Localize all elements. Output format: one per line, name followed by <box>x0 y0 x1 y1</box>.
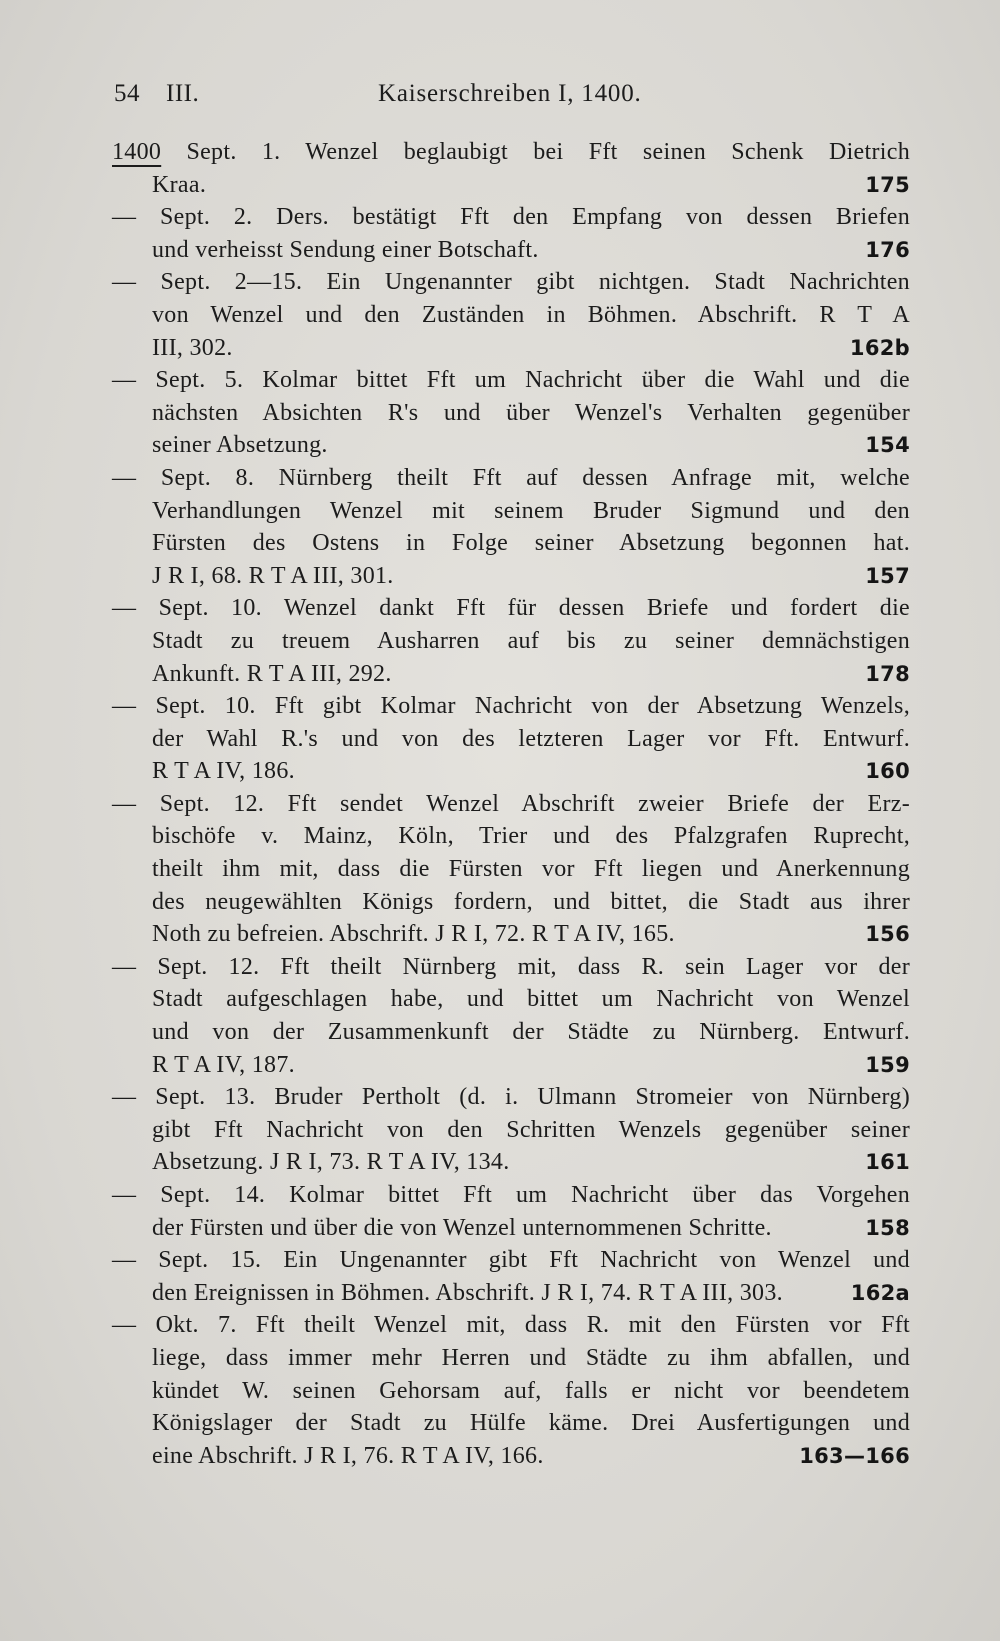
entry-line-text: — Sept. 5. Kolmar bittet Fft um Nachricht über die Wahl und die <box>112 367 910 394</box>
document-number: 157 <box>865 563 910 588</box>
regest-entry <box>112 266 910 364</box>
document-number: 163—166 <box>799 1443 910 1468</box>
entry-line <box>112 169 910 202</box>
regest-entry <box>112 951 910 1081</box>
entry-line <box>112 266 910 299</box>
entry-line-text: — Sept. 2. Ders. bestätigt Fft den Empfang von dessen Briefen <box>112 204 910 231</box>
regest-entry <box>112 364 910 462</box>
entry-line <box>112 332 910 365</box>
document-number: 175 <box>865 172 910 197</box>
document-number: 161 <box>865 1150 910 1175</box>
entry-line <box>112 1049 910 1082</box>
entry-line <box>112 1309 910 1342</box>
entry-line-text: Stadt zu treuem Ausharren auf bis zu seiner demnächstigen <box>152 627 910 654</box>
entry-line-text: den Ereignissen in Böhmen. Abschrift. J R I, 74. R T A III, 303. <box>152 1279 783 1306</box>
entry-line <box>112 853 910 886</box>
running-header <box>114 80 644 114</box>
entry-line <box>112 1375 910 1408</box>
document-number: 162b <box>849 335 910 360</box>
entry-line <box>112 983 910 1016</box>
entry-line <box>112 1407 910 1440</box>
running-title: Kaiserschreiben I, 1400. <box>378 80 642 107</box>
entry-line-text: der Fürsten und über die von Wenzel unternommenen Schritte. <box>152 1214 772 1241</box>
entry-line-text: — Sept. 8. Nürnberg theilt Fft auf dessen Anfrage mit, welche <box>112 464 910 491</box>
entry-line-text: J R I, 68. R T A III, 301. <box>152 562 394 589</box>
entry-line <box>112 560 910 593</box>
entry-line <box>112 1244 910 1277</box>
entry-line-text: bischöfe v. Mainz, Köln, Trier und des Pfalzgrafen Ruprecht, <box>152 823 910 850</box>
document-number: 154 <box>865 433 910 458</box>
entry-line <box>112 364 910 397</box>
entry-line-text: gibt Fft Nachricht von den Schritten Wenzels gegenüber seiner <box>152 1116 910 1143</box>
entry-line <box>112 723 910 756</box>
regest-entry <box>112 1081 910 1179</box>
page-number: 54 <box>114 80 140 107</box>
entry-line <box>112 886 910 919</box>
entry-line-text: — Sept. 2—15. Ein Ungenannter gibt nichtgen. Stadt Nachrichten <box>112 269 910 296</box>
entry-line-text: Kraa. <box>152 171 207 198</box>
entry-line <box>112 527 910 560</box>
entry-line-text: der Wahl R.'s und von des letzteren Lager vor Fft. Entwurf. <box>152 725 910 752</box>
entry-line <box>112 1179 910 1212</box>
regest-entry <box>112 788 910 951</box>
entry-line-text: eine Abschrift. J R I, 76. R T A IV, 166. <box>152 1442 544 1469</box>
entry-line-text: kündet W. seinen Gehorsam auf, falls er nicht vor beendetem <box>152 1377 910 1404</box>
entry-line <box>112 462 910 495</box>
entry-line-text: Stadt aufgeschlagen habe, und bittet um Nachricht von Wenzel <box>152 986 910 1013</box>
entry-line-text: Noth zu befreien. Abschrift. J R I, 72. R T A IV, 165. <box>152 921 675 948</box>
entry-line-text: — Sept. 10. Fft gibt Kolmar Nachricht von der Absetzung Wenzels, <box>112 693 910 720</box>
entry-line-text: und verheisst Sendung einer Botschaft. <box>152 236 539 263</box>
document-number: 158 <box>865 1215 910 1240</box>
entry-line <box>112 1016 910 1049</box>
entry-line <box>112 690 910 723</box>
regest-entry <box>112 201 910 266</box>
entry-line <box>112 755 910 788</box>
entry-line-text: — Sept. 13. Bruder Pertholt (d. i. Ulmann Stromeier von Nürnberg) <box>112 1084 910 1111</box>
entry-line <box>112 397 910 430</box>
entry-line <box>112 951 910 984</box>
entry-line-text: Ankunft. R T A III, 292. <box>152 660 392 687</box>
entry-line-text: Absetzung. J R I, 73. R T A IV, 134. <box>152 1149 510 1176</box>
entry-line <box>112 625 910 658</box>
regest-entry <box>112 1309 910 1472</box>
entry-line-text: seiner Absetzung. <box>152 432 328 459</box>
document-number: 159 <box>865 1052 910 1077</box>
entry-line <box>112 788 910 821</box>
regest-entry <box>112 462 910 592</box>
entry-line-text: R T A IV, 186. <box>152 758 295 785</box>
entry-line-text: — Sept. 14. Kolmar bittet Fft um Nachricht über das Vorgehen <box>112 1182 910 1208</box>
entry-line <box>112 429 910 462</box>
entry-line-text: liege, dass immer mehr Herren und Städte zu ihm abfallen, und <box>152 1344 910 1371</box>
entry-line <box>112 1212 910 1245</box>
entry-line <box>112 820 910 853</box>
entry-line-text: — Sept. 15. Ein Ungenannter gibt Fft Nachricht von Wenzel und <box>112 1247 910 1274</box>
document-number: 162a <box>850 1280 910 1305</box>
entry-line <box>112 592 910 625</box>
entry-line <box>112 234 910 267</box>
entry-line-text: von Wenzel und den Zuständen in Böhmen. Abschrift. R T A <box>152 301 910 328</box>
entry-line-text: theilt ihm mit, dass die Fürsten vor Fft liegen und Anerkennung <box>152 856 910 883</box>
entry-line-text: 1400 Sept. 1. Wenzel beglaubigt bei Fft seinen Schenk Dietrich <box>112 139 910 165</box>
regest-entry <box>112 136 910 201</box>
entry-line <box>112 1342 910 1375</box>
entry-line-text: Verhandlungen Wenzel mit seinem Bruder Sigmund und den <box>152 497 910 524</box>
entry-line-text: — Sept. 12. Fft sendet Wenzel Abschrift zweier Briefe der Erz- <box>112 790 910 817</box>
entry-line-text: — Okt. 7. Fft theilt Wenzel mit, dass R. mit den Fürsten vor Fft <box>112 1312 910 1339</box>
document-number: 176 <box>865 237 910 262</box>
entry-line-text: R T A IV, 187. <box>152 1051 295 1078</box>
entry-line <box>112 1146 910 1179</box>
entry-line <box>112 495 910 528</box>
entry-line-text: des neugewählten Königs fordern, und bittet, die Stadt aus ihrer <box>152 888 910 915</box>
entry-line-text: — Sept. 12. Fft theilt Nürnberg mit, dass R. sein Lager vor der <box>112 953 910 980</box>
regest-entry <box>112 690 910 788</box>
entry-line <box>112 136 910 169</box>
regest-list <box>112 136 910 1472</box>
entry-line <box>112 918 910 951</box>
section-number: III. <box>166 80 200 107</box>
entry-line <box>112 1114 910 1147</box>
entry-line <box>112 1081 910 1114</box>
entry-line <box>112 658 910 691</box>
entry-line-text: III, 302. <box>152 334 233 361</box>
entry-line <box>112 1277 910 1310</box>
entry-line-text: und von der Zusammenkunft der Städte zu Nürnberg. Entwurf. <box>152 1019 910 1046</box>
entry-line <box>112 201 910 234</box>
regest-entry <box>112 592 910 690</box>
entry-line-text: nächsten Absichten R's und über Wenzel's Verhalten gegenüber <box>152 399 910 426</box>
entry-line <box>112 299 910 332</box>
regest-entry <box>112 1244 910 1309</box>
entry-line-text: Königslager der Stadt zu Hülfe käme. Drei Ausfertigungen und <box>152 1410 910 1437</box>
entry-line <box>112 1440 910 1473</box>
document-number: 160 <box>865 759 910 784</box>
document-number: 156 <box>865 922 910 947</box>
entry-line-text: Fürsten des Ostens in Folge seiner Absetzung begonnen hat. <box>152 530 910 557</box>
entry-line-text: — Sept. 10. Wenzel dankt Fft für dessen Briefe und fordert die <box>112 595 910 622</box>
regest-entry <box>112 1179 910 1244</box>
document-number: 178 <box>865 661 910 686</box>
